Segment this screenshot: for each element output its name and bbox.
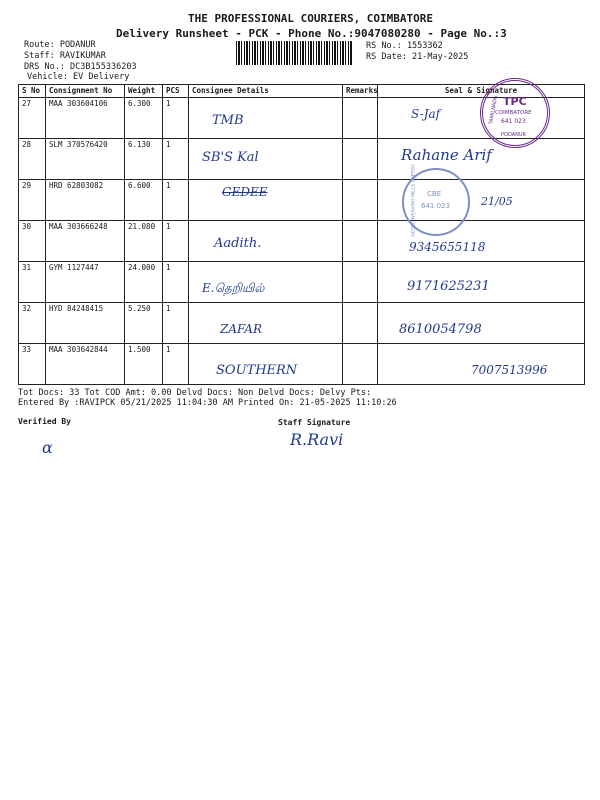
signature-cell — [378, 221, 585, 262]
remarks-cell — [343, 98, 378, 139]
weight-cell: 1.500 — [125, 344, 163, 385]
rs-number: RS No.: 1553362 — [366, 41, 443, 51]
consignment-cell: MAA 303666248 — [46, 221, 125, 262]
tpc-stamp-pin: 641 023 — [501, 118, 526, 125]
table-row — [19, 303, 585, 344]
col-header: Seal & Signature — [378, 85, 585, 98]
signature-cell — [378, 139, 585, 180]
table-row — [19, 221, 585, 262]
pcs-cell: 1 — [163, 262, 189, 303]
pcs-cell: 1 — [163, 303, 189, 344]
col-header: Consignment No — [46, 85, 125, 98]
staff-label: Staff: RAVIKUMAR — [24, 51, 106, 61]
pcs-cell: 1 — [163, 180, 189, 221]
verified-signature-scribble: ɑ — [42, 438, 53, 457]
drs-label: DRS No.: DC3B155336203 — [24, 62, 137, 72]
table-row — [19, 262, 585, 303]
route-label: Route: PODANUR — [24, 40, 96, 50]
consignee-handwriting: SB'S Kal — [202, 150, 259, 165]
table-row — [19, 344, 585, 385]
verified-by-label: Verified By — [18, 417, 71, 426]
company-title: THE PROFESSIONAL COURIERS, COIMBATORE — [188, 12, 434, 25]
consignment-cell: MAA 303604106 — [46, 98, 125, 139]
serial-cell: 27 — [19, 98, 46, 139]
col-header: Remarks — [343, 85, 378, 98]
tpc-stamp-city: COIMBATORE — [495, 110, 532, 116]
consignee-cell — [189, 139, 343, 180]
table-row — [19, 180, 585, 221]
remarks-cell — [343, 344, 378, 385]
signature-handwriting: Rahane Arif — [401, 146, 492, 164]
pcs-cell: 1 — [163, 139, 189, 180]
staff-signature-hand: R.Ravi — [290, 430, 344, 449]
weight-cell: 6.130 — [125, 139, 163, 180]
consignee-cell — [189, 221, 343, 262]
consignment-cell: GYM 1127447 — [46, 262, 125, 303]
vehicle-label: Vehicle: EV Delivery — [27, 72, 130, 82]
serial-cell: 32 — [19, 303, 46, 344]
gedee-stamp-pin: 641 023 — [421, 202, 450, 210]
pcs-cell: 1 — [163, 221, 189, 262]
consignment-cell: HRD 62803082 — [46, 180, 125, 221]
col-header: PCS — [163, 85, 189, 98]
consignee-cell — [189, 98, 343, 139]
consignee-handwriting: E.தெறியில் — [202, 281, 265, 295]
serial-cell: 29 — [19, 180, 46, 221]
weight-cell: 6.600 — [125, 180, 163, 221]
signature-handwriting: 7007513996 — [471, 363, 548, 377]
gedee-stamp-city: CBE — [427, 190, 442, 198]
totals-line: Tot Docs: 33 Tot COD Amt: 0.00 Delvd Docs: Non Delvd Docs: Delvy Pts: — [18, 388, 372, 398]
weight-cell: 6.300 — [125, 98, 163, 139]
signature-handwriting: 21/05 — [481, 195, 513, 208]
tpc-stamp — [480, 78, 550, 148]
tpc-stamp-top: TAMILNADU — [488, 95, 500, 125]
remarks-cell — [343, 139, 378, 180]
signature-cell — [378, 262, 585, 303]
barcode — [236, 41, 352, 65]
gedee-stamp-ring: GEDEE WEAVING MILLS LIMITED — [411, 164, 417, 237]
col-header: S No — [19, 85, 46, 98]
consignee-cell — [189, 180, 343, 221]
consignee-handwriting: GEDEE — [222, 185, 268, 199]
col-header: Weight — [125, 85, 163, 98]
col-header: Consignee Details — [189, 85, 343, 98]
pcs-cell: 1 — [163, 344, 189, 385]
signature-handwriting: 9345655118 — [409, 240, 486, 254]
signature-handwriting: S-Jaf — [411, 107, 441, 121]
tpc-stamp-bottom: PODANUR — [501, 132, 527, 138]
consignee-handwriting: TMB — [212, 113, 244, 128]
consignee-handwriting: Aadith. — [214, 236, 262, 251]
serial-cell: 30 — [19, 221, 46, 262]
tpc-stamp-logo: TPC — [503, 95, 527, 108]
staff-signature-label: Staff Signature — [278, 418, 351, 427]
serial-cell: 33 — [19, 344, 46, 385]
remarks-cell — [343, 262, 378, 303]
entered-by-line: Entered By :RAVIPCK 05/21/2025 11:04:30 AM Printed On: 21-05-2025 11:10:26 — [18, 398, 397, 408]
consignee-cell — [189, 262, 343, 303]
consignee-cell — [189, 303, 343, 344]
weight-cell: 21.080 — [125, 221, 163, 262]
signature-handwriting: 9171625231 — [407, 279, 490, 294]
remarks-cell — [343, 303, 378, 344]
consignment-cell: MAA 303642844 — [46, 344, 125, 385]
consignment-cell: HYD 84248415 — [46, 303, 125, 344]
weight-cell: 24.000 — [125, 262, 163, 303]
weight-cell: 5.250 — [125, 303, 163, 344]
signature-cell — [378, 344, 585, 385]
consignee-handwriting: SOUTHERN — [216, 363, 298, 378]
consignment-cell: SLM 370576420 — [46, 139, 125, 180]
consignee-cell — [189, 344, 343, 385]
rs-date: RS Date: 21-May-2025 — [366, 52, 469, 62]
signature-handwriting: 8610054798 — [399, 322, 482, 337]
serial-cell: 31 — [19, 262, 46, 303]
signature-cell — [378, 303, 585, 344]
remarks-cell — [343, 221, 378, 262]
consignee-handwriting: ZAFAR — [220, 322, 262, 336]
serial-cell: 28 — [19, 139, 46, 180]
pcs-cell: 1 — [163, 98, 189, 139]
remarks-cell — [343, 180, 378, 221]
runsheet-subtitle: Delivery Runsheet - PCK - Phone No.:9047080280 - Page No.:3 — [116, 27, 507, 40]
gedee-stamp — [402, 164, 470, 237]
